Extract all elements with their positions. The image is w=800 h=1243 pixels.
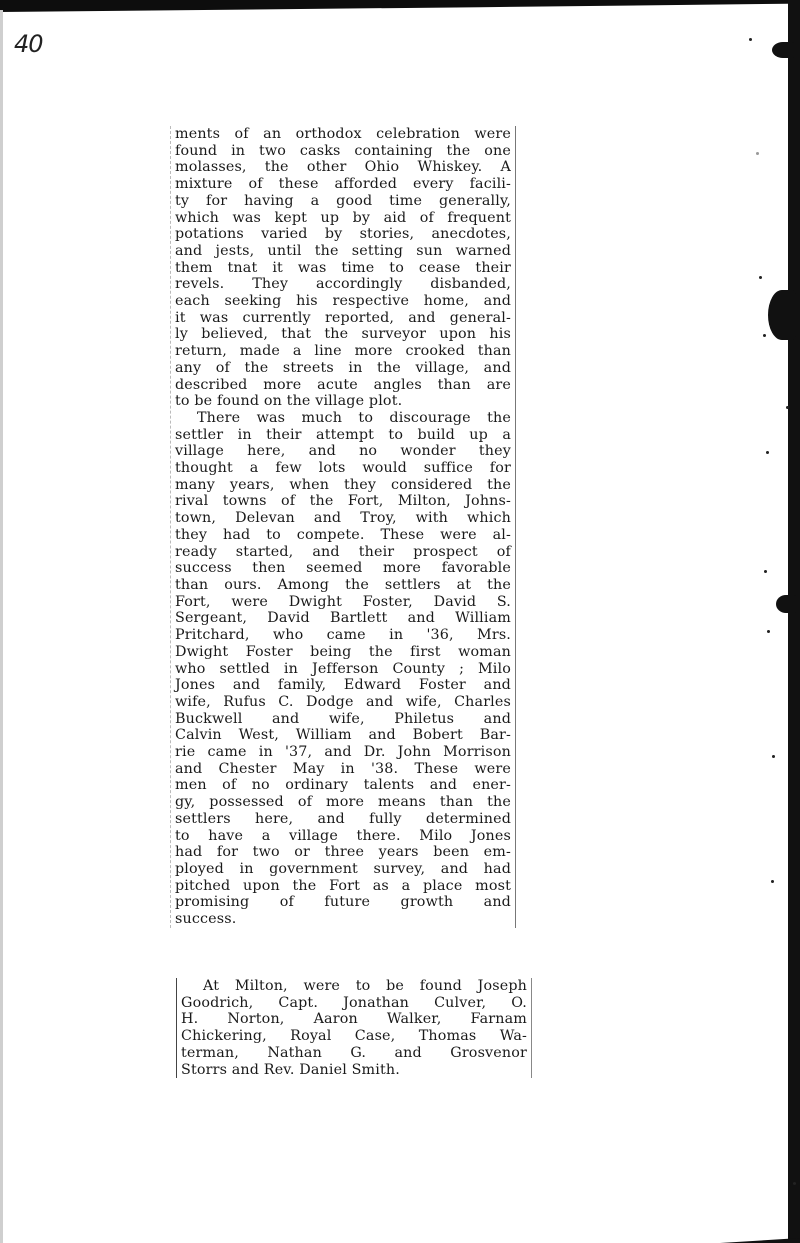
newspaper-clipping	[170, 126, 510, 928]
scan-speck	[771, 880, 774, 883]
text-line: to have a village there. Milo Jones	[175, 827, 511, 844]
text-line: found in two casks containing the one	[175, 142, 511, 159]
text-line: H. Norton, Aaron Walker, Farnam	[181, 1011, 527, 1028]
text-line: town, Delevan and Troy, with which	[175, 510, 511, 527]
scan-speck	[764, 570, 767, 573]
scan-speck	[756, 152, 759, 155]
text-line: many years, when they considered the	[175, 476, 511, 493]
text-line: success.	[175, 911, 237, 928]
text-line: Dwight Foster being the first woman	[175, 643, 511, 660]
text-line: revels. They accordingly disbanded,	[175, 276, 511, 293]
text-line: mixture of these afforded every facili-	[175, 176, 511, 193]
text-line: them tnat it was time to cease their	[175, 259, 511, 276]
text-line: ployed in government survey, and had	[175, 860, 511, 877]
text-line: ly believed, that the surveyor upon his	[175, 326, 511, 343]
text-line: terman, Nathan G. and Grosvenor	[181, 1044, 527, 1061]
text-column	[170, 126, 516, 928]
text-line: molasses, the other Ohio Whiskey. A	[175, 159, 511, 176]
text-line: ty for having a good time generally,	[175, 192, 511, 209]
scanner-artifact	[772, 42, 794, 58]
text-line: pitched upon the Fort as a place most	[175, 877, 511, 894]
text-line: success then seemed more favorable	[175, 560, 511, 577]
text-line: village here, and no wonder they	[175, 443, 511, 460]
text-line: ments of an orthodox celebration were	[175, 126, 511, 142]
text-line: promising of future growth and	[175, 894, 511, 911]
text-line: return, made a line more crooked than	[175, 343, 511, 360]
text-line: At Milton, were to be found Joseph	[203, 978, 527, 994]
scan-speck	[772, 755, 775, 758]
text-line: settlers here, and fully determined	[175, 810, 511, 827]
scan-speck	[793, 1182, 796, 1185]
text-line: and jests, until the setting sun warned	[175, 242, 511, 259]
scan-speck	[749, 38, 752, 41]
text-line: Goodrich, Capt. Jonathan Culver, O.	[181, 994, 527, 1011]
text-line: who settled in Jefferson County ; Milo	[175, 660, 511, 677]
scanner-artifact	[776, 595, 796, 613]
text-line: described more acute angles than are	[175, 376, 511, 393]
text-line: rie came in '37, and Dr. John Morrison	[175, 744, 511, 761]
text-line: thought a few lots would suffice for	[175, 460, 511, 477]
scanner-border-left	[0, 10, 3, 1243]
text-line: Chickering, Royal Case, Thomas Wa-	[181, 1028, 527, 1045]
text-line: men of no ordinary talents and ener-	[175, 777, 511, 794]
scanner-border-bottom	[720, 1238, 800, 1243]
text-line: Storrs and Rev. Daniel Smith.	[181, 1061, 400, 1078]
text-line: it was currently reported, and general-	[175, 309, 511, 326]
text-line: Fort, were Dwight Foster, David S.	[175, 593, 511, 610]
scanner-artifact	[768, 290, 796, 340]
text-line: each seeking his respective home, and	[175, 293, 511, 310]
text-line: had for two or three years been em-	[175, 844, 511, 861]
text-line: ready started, and their prospect of	[175, 543, 511, 560]
text-line: gy, possessed of more means than the	[175, 794, 511, 811]
scanner-border-right	[788, 0, 800, 1243]
text-line: any of the streets in the village, and	[175, 359, 511, 376]
text-line: Buckwell and wife, Philetus and	[175, 710, 511, 727]
text-line: and Chester May in '38. These were	[175, 760, 511, 777]
text-line: Sergeant, David Bartlett and William	[175, 610, 511, 627]
paragraph-2	[175, 410, 511, 928]
handwritten-page-number: 40	[14, 30, 43, 58]
paragraph-1	[175, 126, 511, 410]
text-line: which was kept up by aid of frequent	[175, 209, 511, 226]
text-line: potations varied by stories, anecdotes,	[175, 226, 511, 243]
text-line: wife, Rufus C. Dodge and wife, Charles	[175, 693, 511, 710]
text-line: Pritchard, who came in '36, Mrs.	[175, 627, 511, 644]
text-line: rival towns of the Fort, Milton, Johns-	[175, 493, 511, 510]
text-line: than ours. Among the settlers at the	[175, 576, 511, 593]
scan-speck	[759, 276, 762, 279]
continuation-clipping	[176, 978, 532, 1078]
text-line: There was much to discourage the	[197, 409, 511, 426]
text-line: they had to compete. These were al-	[175, 526, 511, 543]
scan-speck	[786, 406, 789, 409]
text-line: to be found on the village plot.	[175, 393, 403, 410]
text-line: Calvin West, William and Bobert Bar-	[175, 727, 511, 744]
scanner-border-top	[0, 0, 800, 12]
scan-speck	[767, 630, 770, 633]
scan-speck	[763, 334, 766, 337]
scan-speck	[766, 451, 769, 454]
paragraph-3	[181, 978, 527, 1078]
text-line: Jones and family, Edward Foster and	[175, 677, 511, 694]
text-line: settler in their attempt to build up a	[175, 426, 511, 443]
